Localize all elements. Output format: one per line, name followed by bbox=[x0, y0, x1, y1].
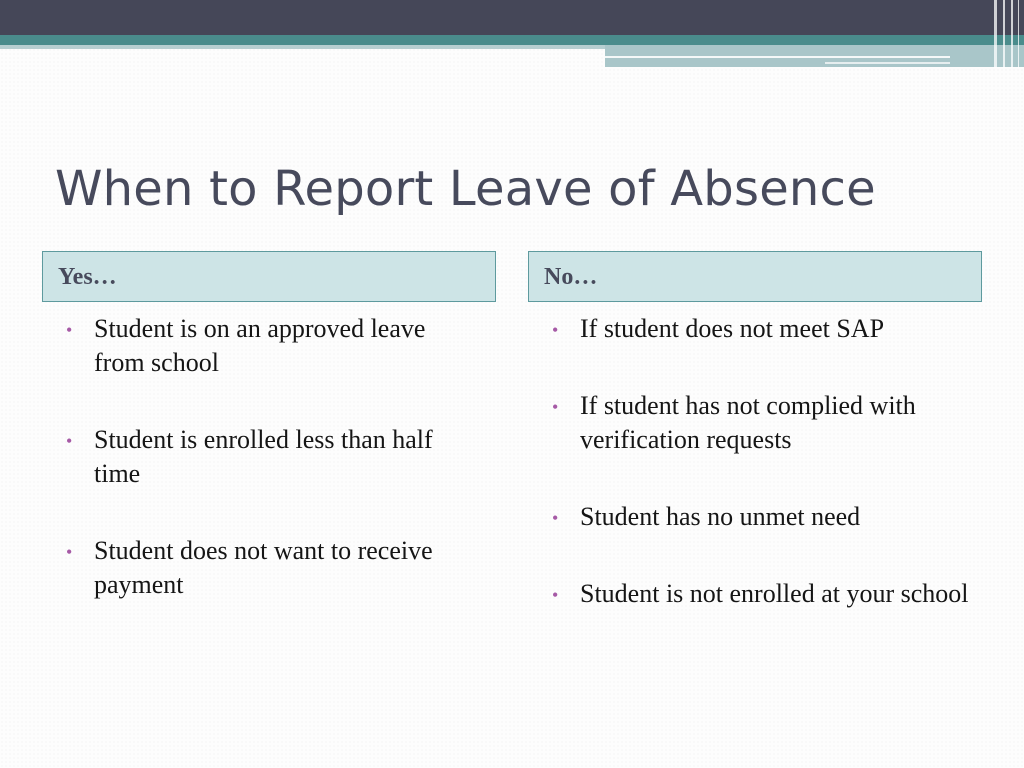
list-item-text: Student is enrolled less than half time bbox=[94, 425, 433, 488]
no-column-header: No… bbox=[528, 251, 982, 302]
list-item bbox=[552, 577, 972, 611]
bullet-icon: • bbox=[66, 542, 73, 562]
list-item bbox=[66, 534, 466, 602]
list-item bbox=[552, 312, 972, 346]
list-item bbox=[552, 389, 972, 457]
header-vertical-bar bbox=[1011, 0, 1013, 68]
header-light-stripe bbox=[0, 45, 605, 49]
no-bullet-list bbox=[552, 312, 972, 654]
bullet-icon: • bbox=[66, 320, 73, 340]
yes-column-header: Yes… bbox=[42, 251, 496, 302]
bullet-icon: • bbox=[552, 508, 559, 528]
list-item-text: Student is not enrolled at your school bbox=[580, 579, 969, 608]
bullet-icon: • bbox=[66, 431, 73, 451]
header-dark-band bbox=[0, 0, 1024, 35]
list-item-text: Student is on an approved leave from school bbox=[94, 314, 426, 377]
bullet-icon: • bbox=[552, 585, 559, 605]
list-item-text: If student has not complied with verification requests bbox=[580, 391, 916, 454]
header-vertical-bar bbox=[1018, 0, 1019, 68]
list-item bbox=[66, 312, 466, 380]
yes-bullet-list bbox=[66, 312, 466, 645]
bullet-icon: • bbox=[552, 320, 559, 340]
bullet-icon: • bbox=[552, 397, 559, 417]
header-accent-line-short bbox=[825, 62, 950, 64]
header-vertical-bar bbox=[1003, 0, 1005, 68]
list-item-text: Student does not want to receive payment bbox=[94, 536, 433, 599]
list-item-text: If student does not meet SAP bbox=[580, 314, 885, 343]
list-item bbox=[66, 423, 466, 491]
slide-title: When to Report Leave of Absence bbox=[55, 161, 876, 217]
list-item-text: Student has no unmet need bbox=[580, 502, 861, 531]
header-teal-band bbox=[0, 35, 1024, 45]
header-vertical-bar bbox=[994, 0, 997, 68]
header-accent-line bbox=[605, 56, 950, 58]
list-item bbox=[552, 500, 972, 534]
